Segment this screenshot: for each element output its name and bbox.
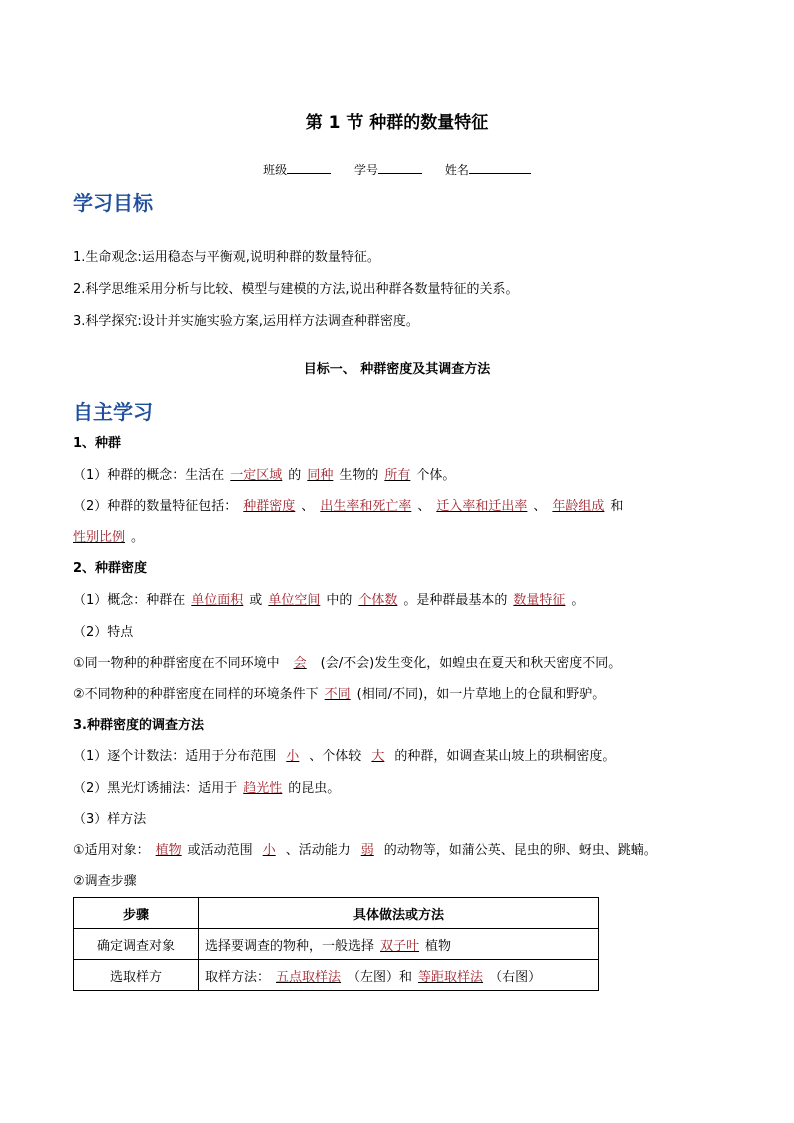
answer-blank: 同种 [307,468,334,483]
text: 和 [610,499,624,514]
class-blank [287,161,331,174]
quadrat-targets [73,842,657,860]
answer-blank: 弱 [360,843,374,858]
text: 的种群，如调查某山坡上的珙桐密度。 [394,749,616,764]
population-concept [73,467,455,485]
text: 、 [533,499,547,514]
answer-blank: 趋光性 [243,781,283,796]
text: （2）种群的数量特征包括： [73,499,238,514]
answer-blank: 年龄组成 [552,499,605,514]
heading-methods: 3.种群密度的调查方法 [73,718,204,733]
name-label: 姓名 [444,163,469,177]
page-title: 第 1 节 种群的数量特征 [305,113,489,133]
goal-3: 3.科学探究:设计并实施实验方案,运用样方法调查种群密度。 [73,314,419,329]
text: 、个体较 [309,749,362,764]
text: 、 [301,499,315,514]
steps-table [73,897,599,991]
method-light-trap [73,780,340,798]
text: 生物的 [339,468,379,483]
answer-blank: 所有 [384,468,411,483]
answer-blank: 迁入率和迁出率 [436,499,528,514]
heading-density: 2、种群密度 [73,561,148,576]
text: （1）概念：种群在 [73,593,186,608]
text: 的动物等，如蒲公英、昆虫的卵、蚜虫、跳蝻。 [383,843,657,858]
answer-blank: 个体数 [358,593,398,608]
text: 、活动能力 [285,843,351,858]
density-concept [73,592,584,610]
text: 的 [288,468,302,483]
text: 、 [417,499,431,514]
heading-population: 1、种群 [73,436,122,451]
text: ①适用对象： [73,843,150,858]
student-info [0,161,794,178]
target-one-heading: 目标一、 种群密度及其调查方法 [303,362,491,377]
method-cell [199,960,599,991]
text: 选择要调查的物种，一般选择 [205,938,375,954]
quadrat-steps-heading: ②调查步骤 [73,874,137,889]
answer-blank: 五点取样法 [276,969,342,985]
answer-blank: 植物 [155,843,182,858]
density-features-heading: （2）特点 [73,625,134,640]
text: 个体。 [416,468,456,483]
method-quadrat: （3）样方法 [73,812,147,827]
text: （1）种群的概念：生活在 [73,468,225,483]
text: ①同一物种的种群密度在不同环境中 [73,656,280,671]
self-study-heading: 自主学习 [73,400,153,424]
answer-blank: 会 [293,656,307,671]
answer-blank: 小 [286,749,300,764]
answer-blank: 性别比例 [73,530,126,545]
goals-heading: 学习目标 [73,191,153,215]
density-feature-2 [73,686,605,704]
answer-blank: 小 [262,843,276,858]
table-row [74,929,599,960]
text: 植物 [425,938,452,954]
text: （2）黑光灯诱捕法：适用于 [73,781,238,796]
method-cell [199,929,599,960]
text: （右图） [489,969,542,985]
answer-blank: 不同 [324,687,351,702]
answer-blank: 大 [371,749,385,764]
text: (相同/不同)，如一片草地上的仓鼠和野驴。 [356,687,606,702]
population-features-cont [73,529,144,547]
goal-1: 1.生命观念:运用稳态与平衡观,说明种群的数量特征。 [73,250,380,265]
number-blank [378,161,422,174]
text: 或活动范围 [187,843,253,858]
text: 取样方法： [205,969,271,985]
step-cell: 确定调查对象 [74,929,199,960]
answer-blank: 出生率和死亡率 [320,499,412,514]
table-header-row [74,898,599,929]
table-row [74,960,599,991]
answer-blank: 数量特征 [513,593,566,608]
text: 的昆虫。 [288,781,341,796]
text: 。 [571,593,585,608]
answer-blank: 双子叶 [380,938,420,954]
text: (会/不会)发生变化，如蝗虫在夏天和秋天密度不同。 [320,656,622,671]
number-label: 学号 [353,163,378,177]
step-cell: 选取样方 [74,960,199,991]
answer-blank: 单位空间 [268,593,321,608]
answer-blank: 单位面积 [191,593,244,608]
population-features [73,498,623,516]
header-method: 具体做法或方法 [199,898,599,929]
name-blank [469,161,531,174]
text: ②不同物种的种群密度在同样的环境条件下 [73,687,319,702]
text: （1）逐个计数法：适用于分布范围 [73,749,277,764]
answer-blank: 一定区域 [230,468,283,483]
answer-blank: 等距取样法 [418,969,484,985]
text: 或 [249,593,263,608]
answer-blank: 种群密度 [243,499,296,514]
method-counting [73,748,615,766]
text: 。 [131,530,145,545]
class-label: 班级 [263,163,288,177]
text: 。是种群最基本的 [403,593,508,608]
header-step: 步骤 [74,898,199,929]
text: （左图）和 [347,969,413,985]
goal-2: 2.科学思维采用分析与比较、模型与建模的方法,说出种群各数量特征的关系。 [73,282,519,297]
text: 中的 [326,593,353,608]
density-feature-1 [73,655,621,673]
